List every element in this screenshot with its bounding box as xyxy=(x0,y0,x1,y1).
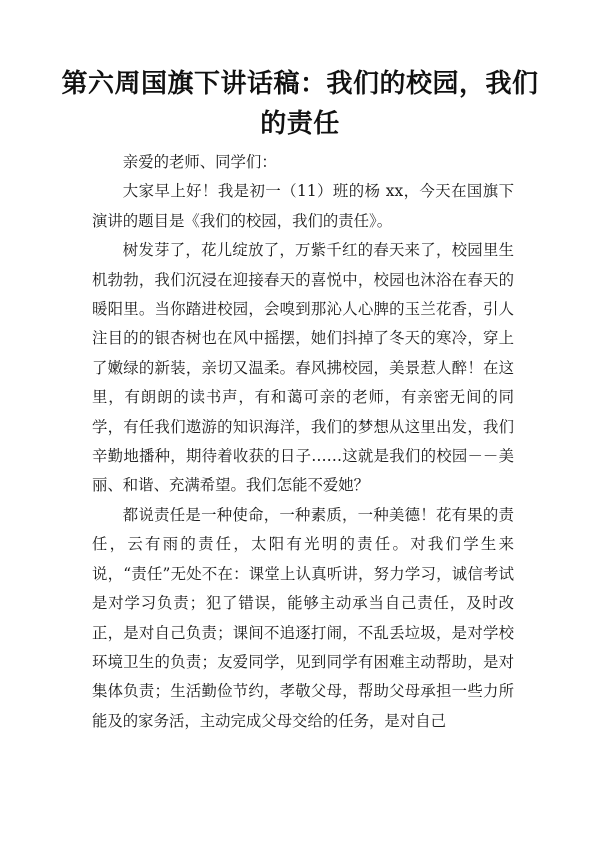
document-title: 第六周国旗下讲话稿：我们的校园，我们的责任 xyxy=(61,69,539,139)
responsibility-paragraph: 都说责任是一种使命，一种素质，一种美德！花有果的责任，云有雨的责任，太阳有光明的责任。对我们学生来说，“责任”无处不在：课堂上认真听讲，努力学习，诚信考试是对学习负责；犯了错误，能够主动承当自己责任，及时改正，是对自己负责；课间不追逐打闹，不乱丢垃圾，是对学校环境卫生的负责；友爱同学，见到同学有困难主动帮助，是对集体负责；生活勤俭节约，孝敬父母，帮助父母承担一些力所能及的家务活，主动完成父母交给的任务，是对自己 xyxy=(92,505,514,730)
campus-paragraph: 树发芽了，花儿绽放了，万紫千红的春天来了，校园里生机勃勃，我们沉浸在迎接春天的喜悦中，校园也沐浴在春天的暖阳里。当你踏进校园，会嗅到那沁人心脾的玉兰花香，引人注目的的银杏树也在风中摇摆，她们抖掉了冬天的寒冷，穿上了嫩绿的新装，亲切又温柔。春风拂校园，美景惹人醉！在这里，有朗朗的读书声，有和蔼可亲的老师，有亲密无间的同学，有任我们遨游的知识海洋，我们的梦想从这里出发，我们辛勤地播种，期待着收获的日子……这就是我们的校园－－美丽、和谐、充满希望。我们怎能不爱她？ xyxy=(92,241,514,495)
greeting-paragraph: 大家早上好！我是初一（11）班的杨 xx，今天在国旗下演讲的题目是《我们的校园，我们的责任》。 xyxy=(92,182,514,230)
document-body xyxy=(92,148,514,736)
salutation-paragraph: 亲爱的老师、同学们： xyxy=(122,153,277,171)
